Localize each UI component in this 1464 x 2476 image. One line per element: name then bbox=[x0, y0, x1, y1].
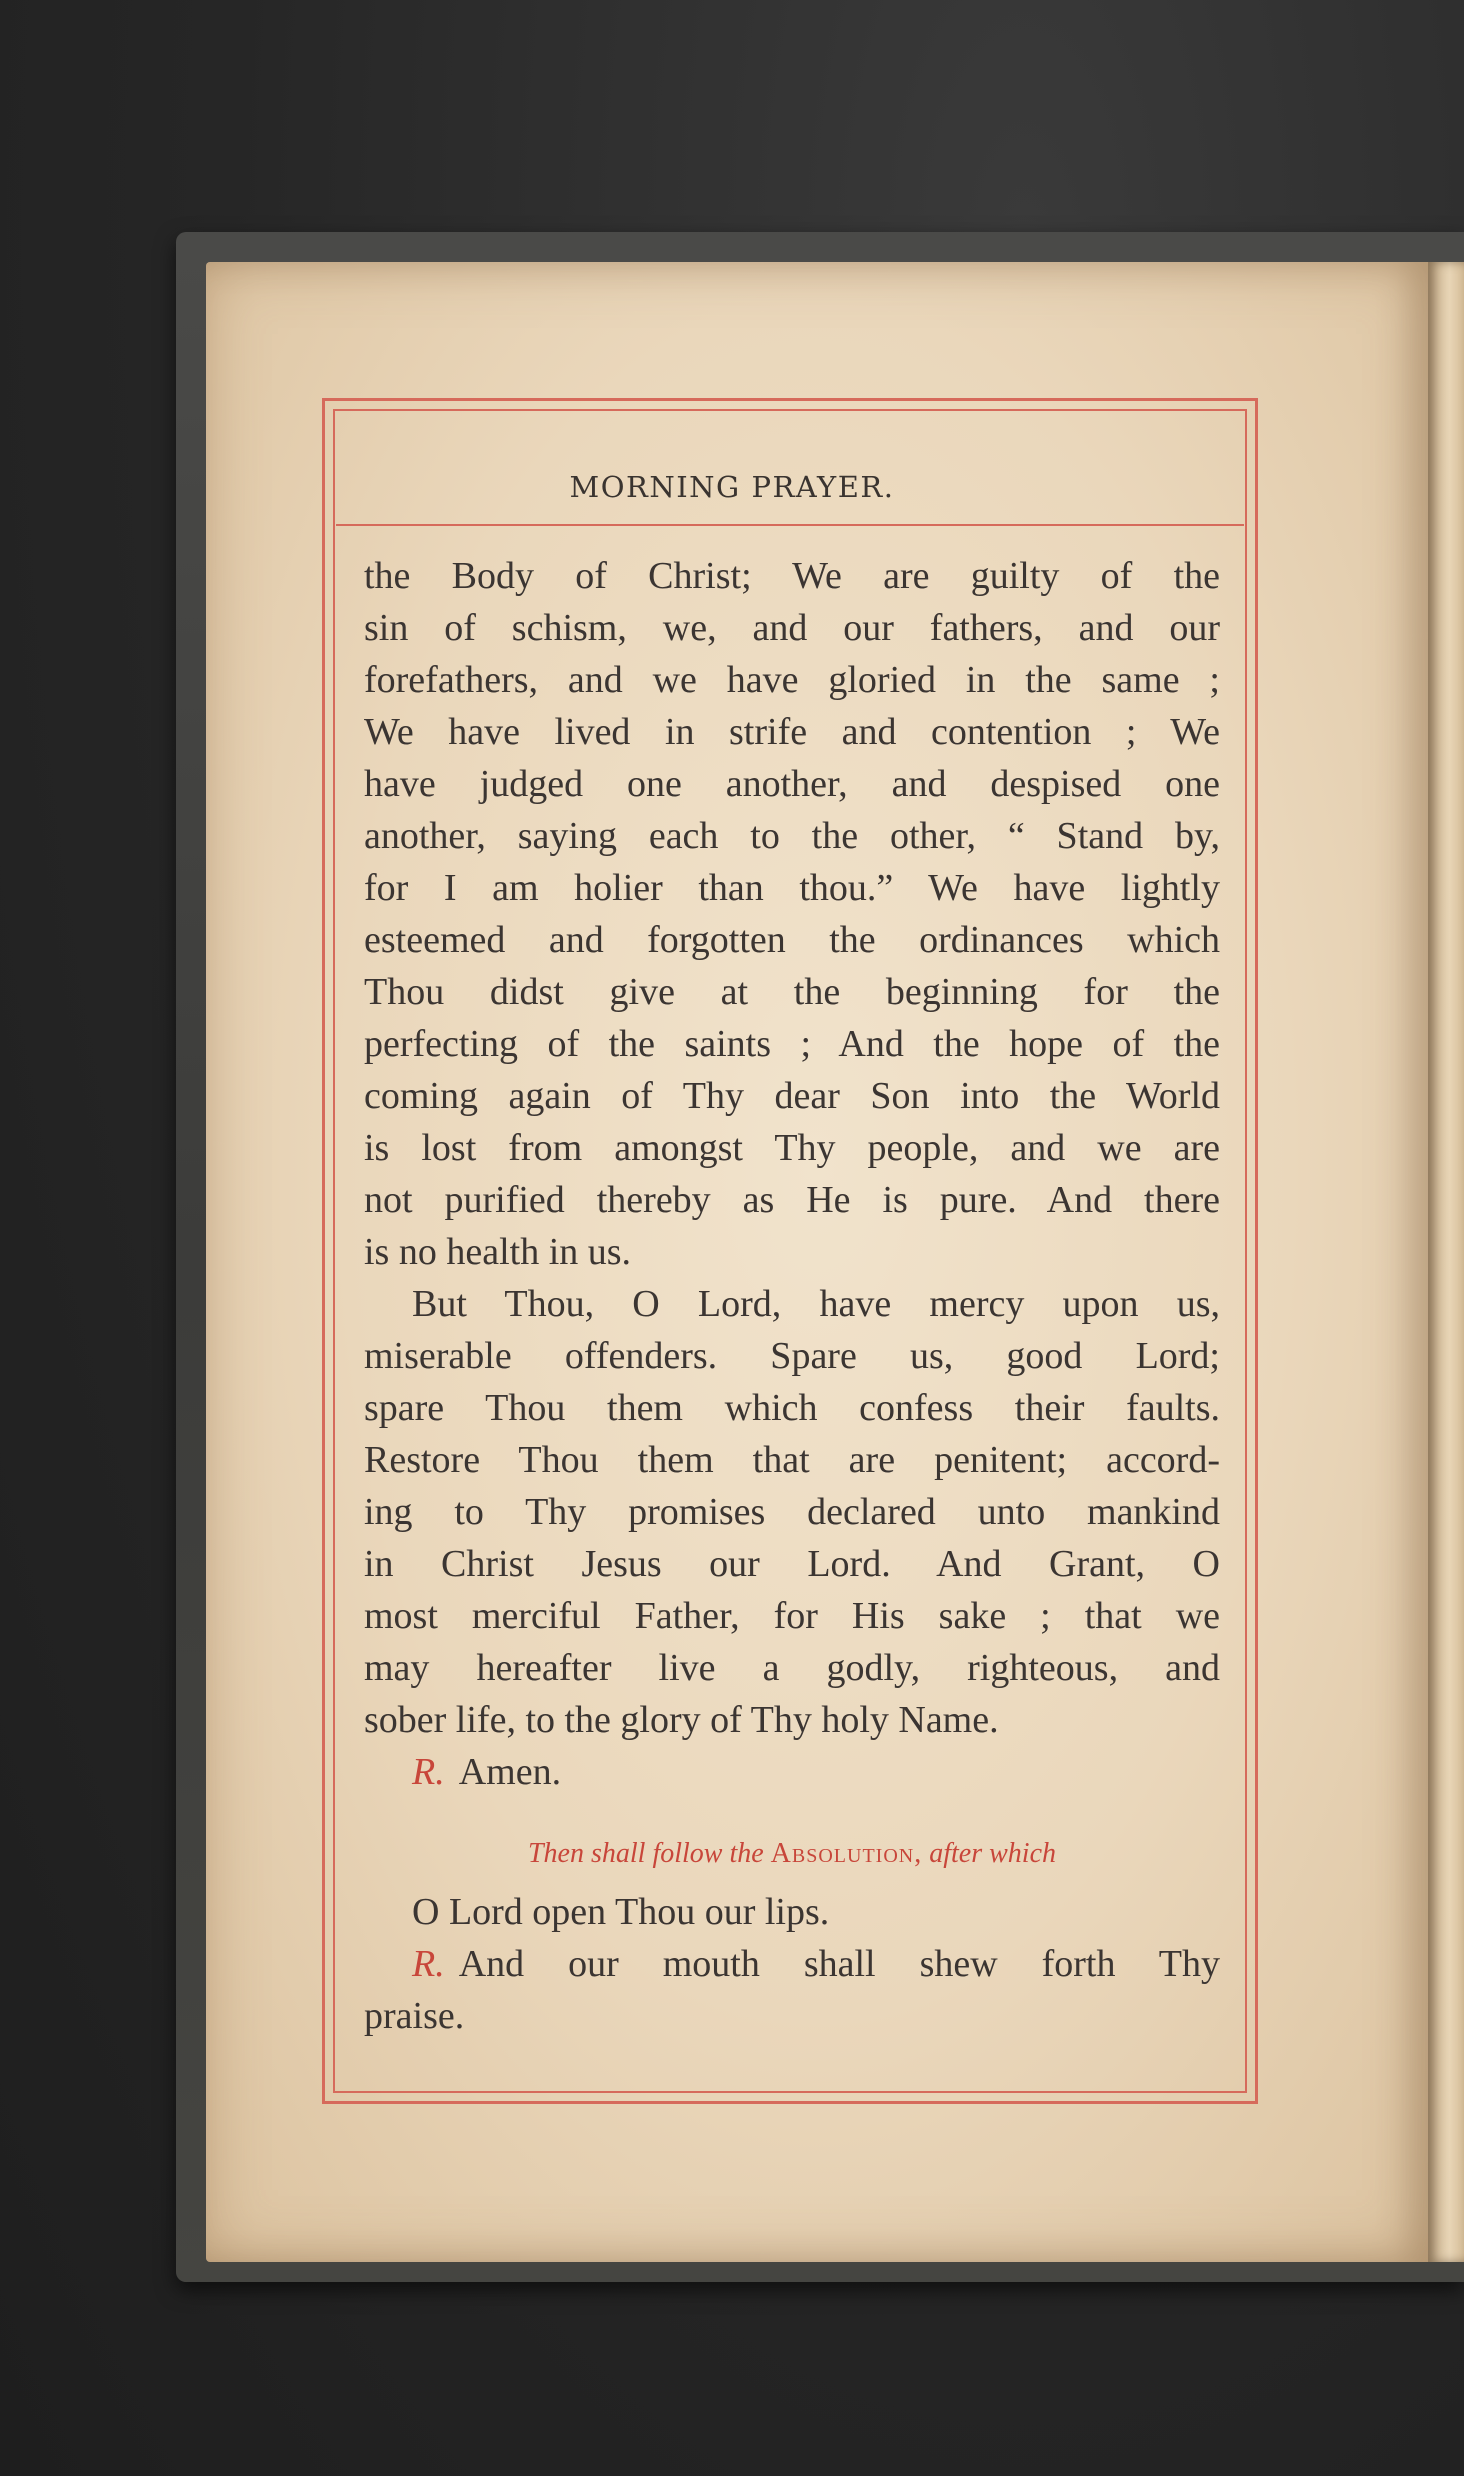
rubric-absolution-word: Absolution, bbox=[770, 1838, 923, 1869]
versicle: O Lord open Thou our lips. bbox=[412, 1891, 830, 1933]
head-rule bbox=[336, 524, 1244, 526]
rubric-before: Then shall follow the bbox=[527, 1838, 764, 1869]
text-line: is lost from amongst Thy people, and we are bbox=[364, 1127, 1220, 1169]
text-line: sin of schism, we, and our fathers, and our bbox=[364, 607, 1220, 649]
rubric-after: after which bbox=[929, 1838, 1056, 1869]
text-line: ing to Thy promises declared unto mankind bbox=[364, 1491, 1220, 1533]
prayer-text bbox=[364, 550, 1220, 2042]
response-amen bbox=[364, 1746, 1220, 1798]
text-line: coming again of Thy dear Son into the World bbox=[364, 1075, 1220, 1117]
adjacent-page-edge bbox=[1428, 262, 1464, 2262]
text-line: most merciful Father, for His sake ; that we bbox=[364, 1595, 1220, 1637]
text-line: miserable offenders. Spare us, good Lord; bbox=[364, 1335, 1220, 1377]
response-text: Amen. bbox=[458, 1751, 562, 1793]
response-praise bbox=[364, 1938, 1220, 1990]
text-line: may hereafter live a godly, righteous, and bbox=[364, 1647, 1220, 1689]
text-line: for I am holier than thou.” We have lightly bbox=[364, 867, 1220, 909]
text-line: the Body of Christ; We are guilty of the bbox=[364, 555, 1220, 597]
text-line: Thou didst give at the beginning for the bbox=[364, 971, 1220, 1013]
text-line: sober life, to the glory of Thy holy Name. bbox=[364, 1699, 999, 1741]
text-line: But Thou, O Lord, have mercy upon us, bbox=[412, 1283, 1220, 1325]
response-praise-line2: praise. bbox=[364, 1995, 465, 2037]
response-marker: R. bbox=[412, 1943, 445, 1985]
response-marker: R. bbox=[412, 1751, 445, 1793]
text-line: is no health in us. bbox=[364, 1231, 632, 1273]
text-line: in Christ Jesus our Lord. And Grant, O bbox=[364, 1543, 1220, 1585]
response-praise-line1: And our mouth shall shew forth Thy bbox=[458, 1943, 1220, 1985]
text-line: esteemed and forgotten the ordinances which bbox=[364, 919, 1220, 961]
text-line: Restore Thou them that are penitent; accord- bbox=[364, 1439, 1220, 1481]
text-line: perfecting of the saints ; And the hope of the bbox=[364, 1023, 1220, 1065]
running-head: MORNING PRAYER. bbox=[569, 470, 895, 504]
text-line: spare Thou them which confess their faults. bbox=[364, 1387, 1220, 1429]
text-line: We have lived in strife and contention ; We bbox=[364, 711, 1220, 753]
text-line: forefathers, and we have gloried in the same ; bbox=[364, 659, 1220, 701]
text-line: not purified thereby as He is pure. And there bbox=[364, 1179, 1220, 1221]
text-line: have judged one another, and despised one bbox=[364, 763, 1220, 805]
rubric-absolution bbox=[364, 1828, 1220, 1868]
text-line: another, saying each to the other, “ Stand by, bbox=[364, 815, 1220, 857]
